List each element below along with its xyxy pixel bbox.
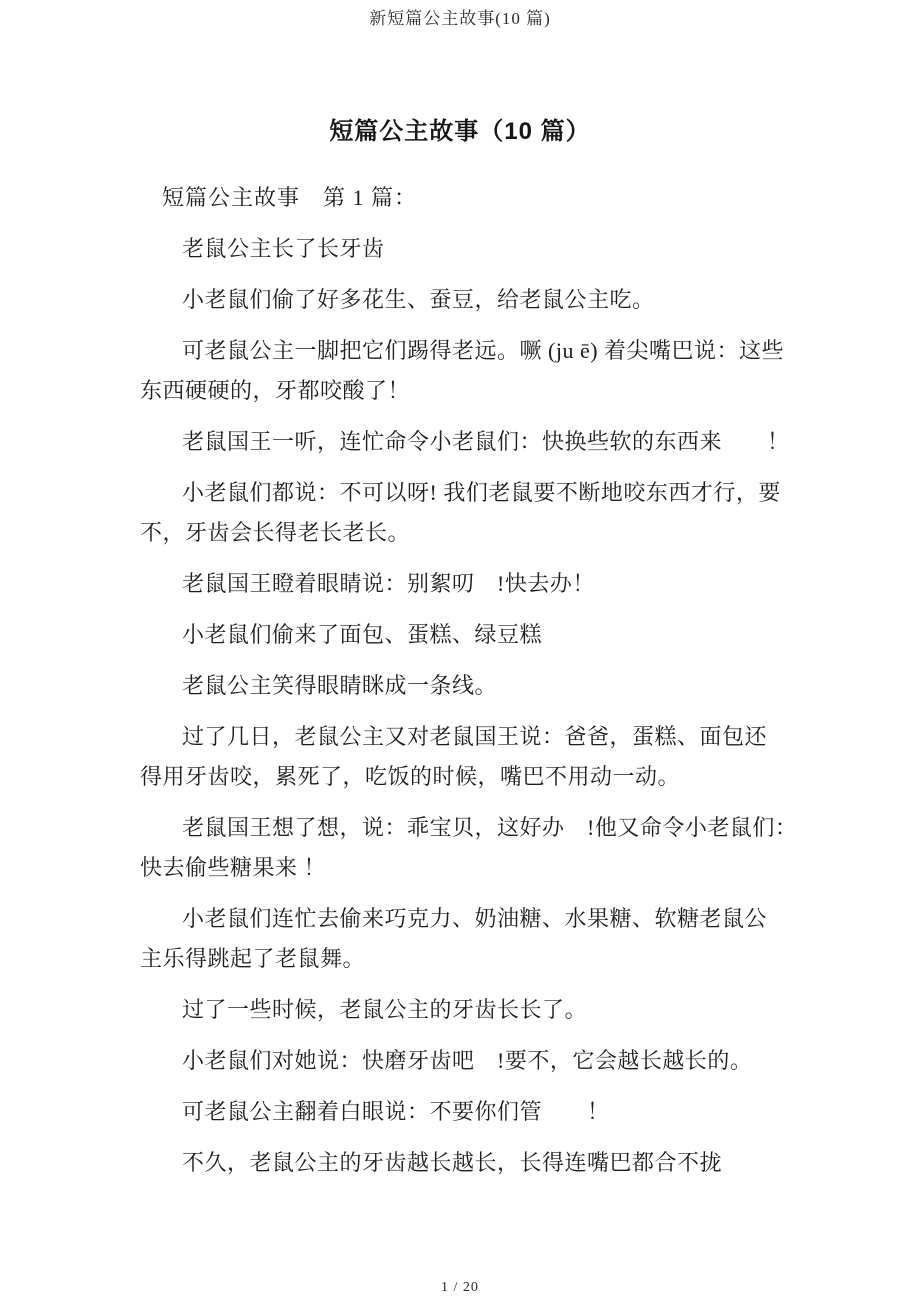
paragraph-line: 老鼠公主长了长牙齿 [182, 236, 385, 261]
paragraph [140, 422, 840, 462]
paragraph-line: 快去偷些糖果来 ！ [140, 855, 327, 880]
paragraph [140, 1143, 840, 1183]
paragraph-line: 小老鼠们都说：不可以呀! 我们老鼠要不断地咬东西才行，要 [182, 480, 781, 505]
paragraph-line: 不，牙齿会长得老长老长。 [140, 520, 411, 545]
page-header: 新短篇公主故事(10 篇) [369, 9, 551, 28]
paragraph [140, 717, 840, 797]
paragraph [140, 808, 840, 888]
paragraph [140, 564, 840, 604]
paragraph-line: 小老鼠们偷来了面包、蛋糕、绿豆糕 [182, 622, 543, 647]
paragraph [140, 899, 840, 979]
paragraph-line: 老鼠国王一听，连忙命令小老鼠们：快换些软的东西来 ！ [182, 429, 790, 454]
paragraph-line: 小老鼠们连忙去偷来巧克力、奶油糖、水果糖、软糖老鼠公 [182, 906, 768, 931]
paragraph [140, 666, 840, 706]
paragraph-line: 老鼠国王瞪着眼睛说：别絮叨 !快去办！ [182, 571, 595, 596]
paragraph [140, 1041, 840, 1081]
paragraph-line: 可老鼠公主一脚把它们踢得老远。噘 (ju ē) 着尖嘴巴说：这些 [182, 338, 785, 363]
paragraph [140, 473, 840, 553]
paragraphs [140, 229, 840, 1183]
paragraph-line: 老鼠国王想了想，说：乖宝贝，这好办 !他又命令小老鼠们： [182, 815, 798, 840]
paragraph-line: 不久，老鼠公主的牙齿越长越长，长得连嘴巴都合不拢 [182, 1150, 723, 1175]
paragraph-line: 小老鼠们对她说：快磨牙齿吧 !要不，它会越长越长的。 [182, 1048, 753, 1073]
page-number-indicator: 1 / 20 [441, 1280, 479, 1295]
paragraph-line: 主乐得跳起了老鼠舞。 [140, 946, 366, 971]
paragraph-line: 得用牙齿咬，累死了，吃饭的时候，嘴巴不用动一动。 [140, 764, 681, 789]
paragraph-line: 小老鼠们偷了好多花生、蚕豆，给老鼠公主吃。 [182, 287, 655, 312]
paragraph [140, 990, 840, 1030]
paragraph-line: 过了几日，老鼠公主又对老鼠国王说：爸爸，蛋糕、面包还 [182, 724, 768, 749]
paragraph [140, 1092, 840, 1132]
paragraph-line: 过了一些时候，老鼠公主的牙齿长长了。 [182, 997, 588, 1022]
section-heading: 短篇公主故事 第 1 篇： [162, 185, 418, 210]
paragraph [140, 229, 840, 269]
paragraph [140, 615, 840, 655]
paragraph-line: 可老鼠公主翻着白眼说：不要你们管 ！ [182, 1099, 610, 1124]
document-title: 短篇公主故事（10 篇） [329, 118, 591, 145]
paragraph-line: 老鼠公主笑得眼睛眯成一条线。 [182, 673, 498, 698]
document-body [140, 178, 840, 1194]
paragraph [140, 331, 840, 411]
paragraph-line: 东西硬硬的，牙都咬酸了！ [140, 378, 411, 403]
paragraph [140, 280, 840, 320]
